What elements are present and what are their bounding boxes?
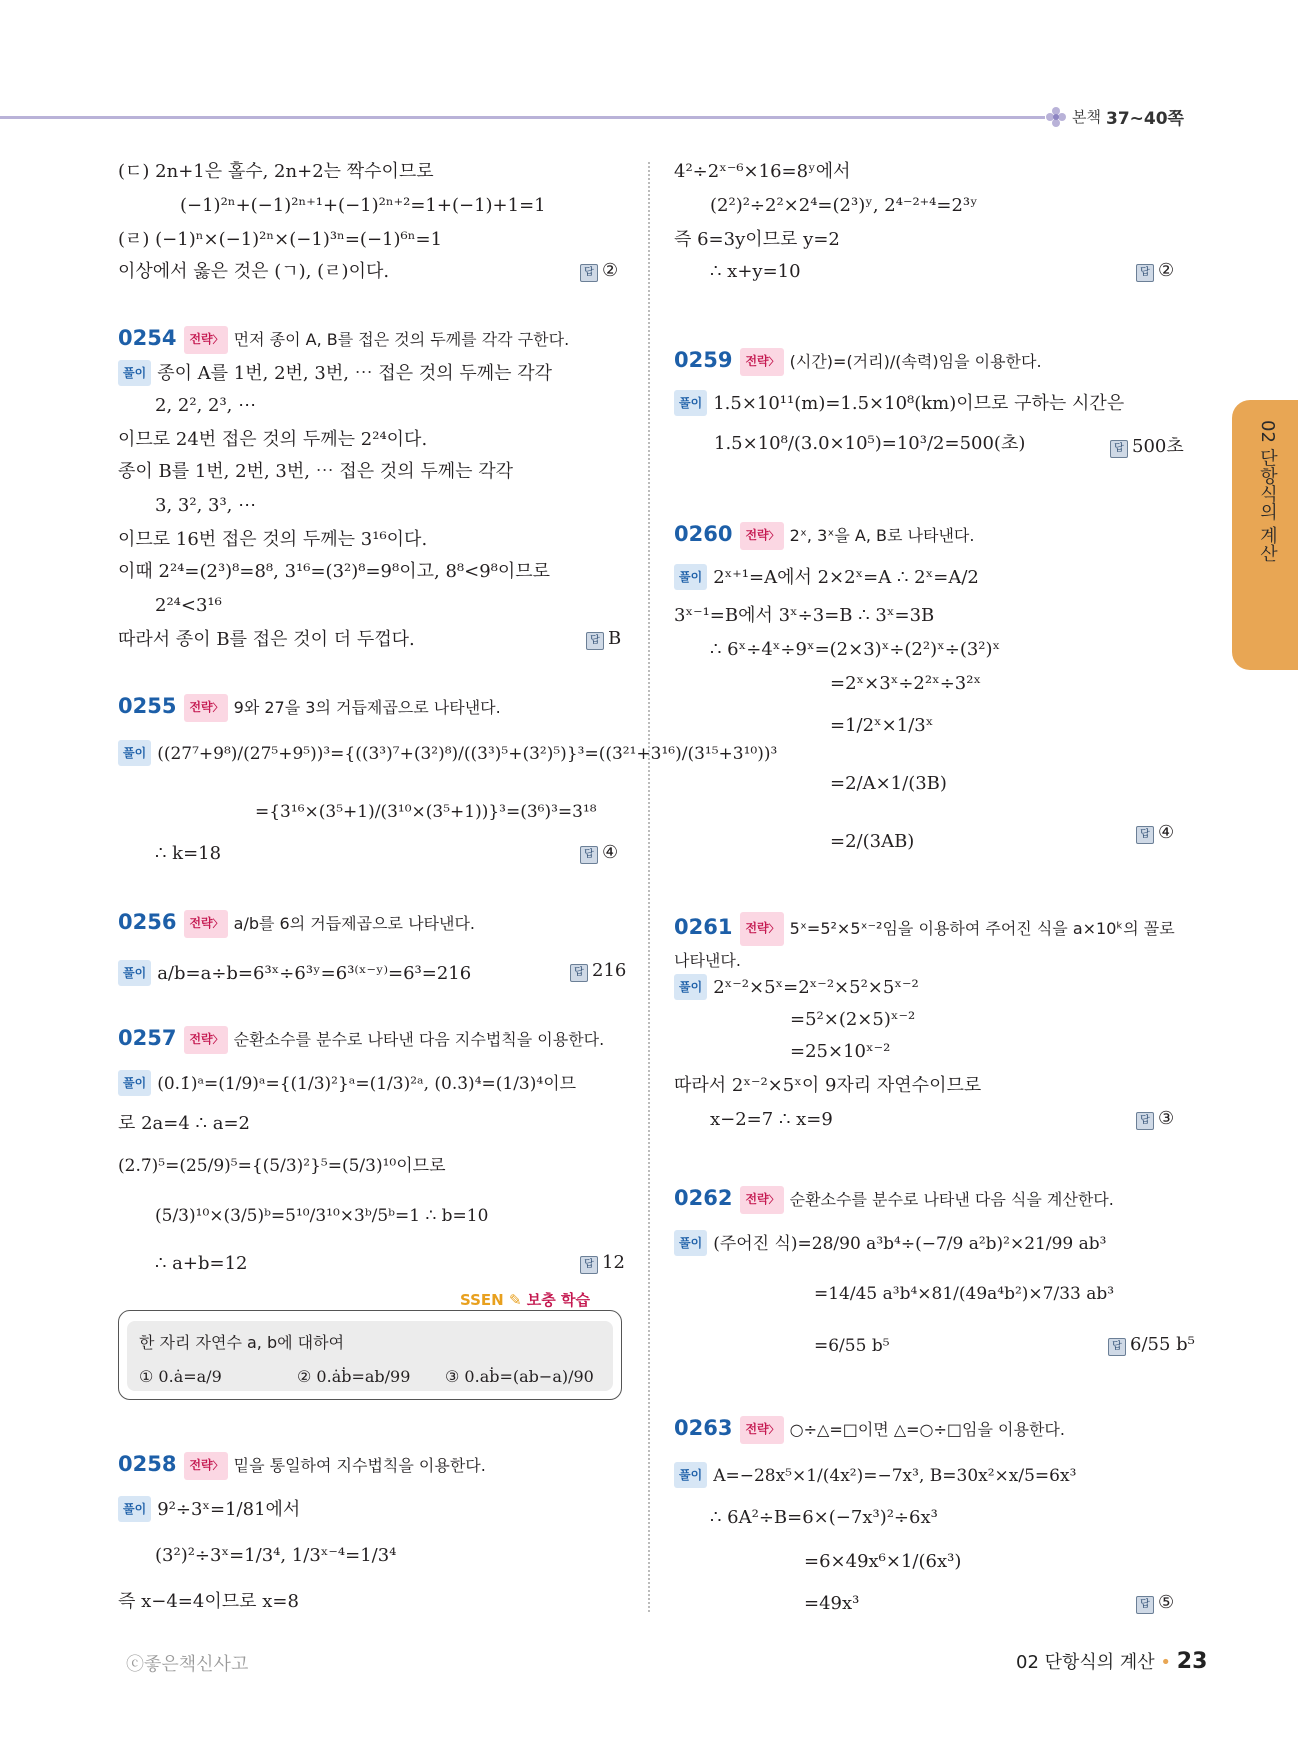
strategy-text: 5ˣ=5²×5ˣ⁻²임을 이용하여 주어진 식을 a×10ᵏ의 꼴로 나타낸다.	[674, 919, 1175, 970]
answer	[586, 628, 621, 650]
solution-line	[118, 740, 777, 766]
strategy-text: 밑을 통일하여 지수법칙을 이용한다.	[233, 1456, 486, 1475]
strategy-tag: 전략 〉	[740, 348, 783, 376]
text-line: (ㄷ) 2n+1은 홀수, 2n+2는 짝수이므로	[118, 161, 434, 182]
text-line: 따라서 2ˣ⁻²×5ˣ이 9자리 자연수이므로	[674, 1075, 982, 1096]
math-line: (2²)²÷2²×2⁴=(2³)ʸ, 2⁴⁻²⁺⁴=2³ʸ	[710, 195, 978, 216]
column-divider	[648, 162, 650, 1612]
answer-value: B	[608, 628, 622, 649]
answer	[1110, 432, 1184, 458]
side-tab-label: 02 단항식의 계산	[1257, 420, 1278, 563]
solution-text: A=−28x⁵×1/(4x²)=−7x³, B=30x²×x/5=6x³	[713, 1466, 1077, 1486]
strategy-tag: 전략 〉	[184, 910, 227, 938]
math-line: =6×49x⁶×1/(6x³)	[804, 1551, 962, 1572]
math-line: (ㄹ) (−1)ⁿ×(−1)²ⁿ×(−1)³ⁿ=(−1)⁶ⁿ=1	[118, 229, 443, 250]
supplement-box	[118, 1310, 622, 1400]
math-line: ∴ x+y=10	[710, 261, 801, 282]
answer	[580, 842, 618, 864]
problem-header	[674, 1186, 1114, 1214]
text-line: 이므로 16번 접은 것의 두께는 3¹⁶이다.	[118, 529, 428, 550]
answer-value: ③	[1158, 1108, 1175, 1129]
header-rule	[0, 116, 1045, 119]
math-line: ∴ a+b=12	[155, 1253, 248, 1274]
footer-publisher: ⓒ좋은책신사고	[126, 1654, 249, 1675]
answer-icon: 답	[1110, 440, 1128, 458]
solution-text: 2ˣ⁺¹=A에서 2×2ˣ=A ∴ 2ˣ=A/2	[713, 567, 979, 588]
solution-text: (0.1̇)ᵃ=(1/9)ᵃ={(1/3)²}ᵃ=(1/3)²ᵃ, (0.3̇)⁴=(1/3)⁴이므	[157, 1074, 577, 1094]
flower-icon	[1045, 106, 1067, 128]
supplement-formula-3: ③ 0.aḃ=(ab−a)/90	[445, 1367, 594, 1386]
answer-icon: 답	[586, 632, 604, 650]
footer-chapter	[1016, 1648, 1207, 1674]
solution-tag: 풀이	[674, 564, 707, 590]
strategy-tag: 전략 〉	[740, 522, 783, 550]
math-line: 1.5×10⁸/(3.0×10⁵)=10³/2=500(초)	[714, 433, 1026, 454]
answer-icon: 답	[1108, 1338, 1126, 1356]
solution-line	[674, 974, 919, 1000]
math-line: (5/3)¹⁰×(3/5)ᵇ=5¹⁰/3¹⁰×3ᵇ/5ᵇ=1 ∴ b=10	[155, 1206, 489, 1226]
page-reference	[1045, 104, 1184, 129]
answer	[1136, 1108, 1174, 1130]
math-line: =6/55 b⁵	[814, 1336, 890, 1356]
answer-value: ④	[1158, 822, 1175, 843]
math-line: =2ˣ×3ˣ÷2²ˣ÷3²ˣ	[830, 673, 982, 694]
solution-tag: 풀이	[118, 1070, 151, 1096]
answer	[1136, 260, 1174, 282]
math-line: =14/45 a³b⁴×81/(49a⁴b²)×7/33 ab³	[814, 1284, 1115, 1304]
text-line: 즉 6=3y이므로 y=2	[674, 229, 840, 250]
solution-line	[674, 390, 1124, 416]
problem-header	[118, 910, 475, 938]
supplement-formula-1: ① 0.ȧ=a/9	[139, 1367, 222, 1386]
solution-line	[674, 1230, 1106, 1256]
answer-icon: 답	[580, 1256, 598, 1274]
solution-text: 1.5×10¹¹(m)=1.5×10⁸(km)이므로 구하는 시간은	[713, 393, 1125, 414]
math-line: 2²⁴<3¹⁶	[155, 595, 222, 616]
ssen-brand: SSEN	[460, 1291, 504, 1309]
math-line: =2/A×1/(3B)	[830, 773, 947, 794]
math-line: x−2=7 ∴ x=9	[710, 1109, 833, 1130]
solution-text: 종이 A를 1번, 2번, 3번, ⋯ 접은 것의 두께는 각각	[157, 363, 553, 384]
strategy-tag: 전략 〉	[740, 1186, 783, 1214]
problem-number: 0254	[118, 326, 177, 350]
math-line: ={3¹⁶×(3⁵+1)/(3¹⁰×(3⁵+1))}³=(3⁶)³=3¹⁸	[255, 802, 597, 822]
strategy-tag: 전략 〉	[184, 1026, 227, 1054]
strategy-tag: 전략 〉	[184, 1452, 227, 1480]
math-line: ∴ 6ˣ÷4ˣ÷9ˣ=(2×3)ˣ÷(2²)ˣ÷(3²)ˣ	[710, 639, 1001, 660]
math-line: (2.7̇)⁵=(25/9)⁵={(5/3)²}⁵=(5/3)¹⁰이므로	[118, 1156, 446, 1176]
solution-tag: 풀이	[674, 974, 707, 1000]
answer-icon: 답	[1136, 1112, 1154, 1130]
strategy-text: 9와 27을 3의 거듭제곱으로 나타낸다.	[233, 698, 501, 717]
problem-header	[674, 1416, 1065, 1444]
solution-text: ((27⁷+9⁸)/(27⁵+9⁵))³={((3³)⁷+(3²)⁸)/((3³)⁵+(3²)⁵)}³=((3²¹+3¹⁶)/(3¹⁵+3¹⁰))³	[157, 744, 778, 764]
math-line: 로 2a=4 ∴ a=2	[118, 1113, 250, 1134]
text-line: 이상에서 옳은 것은 (ㄱ), (ㄹ)이다.	[118, 261, 390, 282]
strategy-text: 순환소수를 분수로 나타낸 다음 식을 계산한다.	[789, 1190, 1114, 1209]
answer-icon: 답	[1136, 826, 1154, 844]
chapter-side-tab	[1232, 400, 1298, 670]
math-line: (−1)²ⁿ+(−1)²ⁿ⁺¹+(−1)²ⁿ⁺²=1+(−1)+1=1	[180, 195, 546, 216]
math-line: =2/(3AB)	[830, 831, 915, 852]
answer-icon: 답	[1136, 264, 1154, 282]
problem-number: 0262	[674, 1186, 733, 1210]
supplement-content	[127, 1321, 613, 1391]
math-line: 3, 3², 3³, ⋯	[155, 495, 257, 516]
answer	[1136, 1592, 1174, 1614]
math-line: (3²)²÷3ˣ=1/3⁴, 1/3ˣ⁻⁴=1/3⁴	[155, 1545, 397, 1566]
answer-icon: 답	[570, 964, 588, 982]
strategy-text: 2ˣ, 3ˣ을 A, B로 나타낸다.	[789, 526, 975, 545]
answer	[570, 960, 626, 982]
supplement-intro: 한 자리 자연수 a, b에 대하여	[139, 1333, 345, 1352]
answer-icon: 답	[1136, 1596, 1154, 1614]
problem-number: 0258	[118, 1452, 177, 1476]
math-line: =5²×(2×5)ˣ⁻²	[790, 1009, 916, 1030]
answer-value: ②	[1158, 260, 1175, 281]
page-number: 23	[1176, 1649, 1208, 1674]
solution-tag: 풀이	[674, 1462, 707, 1488]
answer-icon: 답	[580, 264, 598, 282]
solution-line	[118, 1496, 300, 1522]
answer	[580, 260, 618, 282]
problem-header	[118, 326, 569, 354]
problem-header	[674, 912, 1184, 976]
text-line: 이때 2²⁴=(2³)⁸=8⁸, 3¹⁶=(3²)⁸=9⁸이고, 8⁸<9⁸이므로	[118, 561, 551, 582]
solution-tag: 풀이	[118, 740, 151, 766]
strategy-text: a/b를 6의 거듭제곱으로 나타낸다.	[233, 914, 475, 933]
supplement-formula-2: ② 0.ȧḃ=ab/99	[297, 1367, 411, 1386]
strategy-text: (시간)=(거리)/(속력)임을 이용한다.	[789, 352, 1042, 371]
book-ref-label: 본책	[1072, 108, 1101, 126]
text-line: 즉 x−4=4이므로 x=8	[118, 1591, 299, 1612]
problem-number: 0259	[674, 348, 733, 372]
problem-number: 0256	[118, 910, 177, 934]
solution-line	[118, 960, 471, 986]
answer-value: ④	[602, 842, 619, 863]
solution-tag: 풀이	[118, 960, 151, 986]
solution-tag: 풀이	[674, 1230, 707, 1256]
problem-number: 0261	[674, 915, 733, 939]
strategy-tag: 전략 〉	[184, 326, 227, 354]
text-line: 이므로 24번 접은 것의 두께는 2²⁴이다.	[118, 429, 428, 450]
footer-chapter-title: 02 단항식의 계산	[1016, 1652, 1155, 1673]
math-line: 2, 2², 2³, ⋯	[155, 395, 257, 416]
bullet-icon: •	[1160, 1652, 1172, 1673]
solution-tag: 풀이	[118, 1496, 151, 1522]
solution-tag: 풀이	[118, 360, 151, 386]
strategy-tag: 전략 〉	[740, 912, 783, 946]
supplement-title: 보충 학습	[526, 1291, 590, 1309]
solution-line	[674, 1462, 1076, 1488]
math-line: =49x³	[804, 1593, 860, 1614]
problem-header	[118, 1026, 604, 1054]
math-line: =1/2ˣ×1/3ˣ	[830, 715, 934, 736]
strategy-text: ○÷△=□이면 △=○÷□임을 이용한다.	[789, 1420, 1065, 1439]
math-line: =25×10ˣ⁻²	[790, 1041, 891, 1062]
problem-number: 0260	[674, 522, 733, 546]
math-line: 3ˣ⁻¹=B에서 3ˣ÷3=B ∴ 3ˣ=3B	[674, 605, 935, 626]
answer-value: ②	[602, 260, 619, 281]
solution-text: a/b=a÷b=6³ˣ÷6³ʸ=6³⁽ˣ⁻ʸ⁾=6³=216	[157, 963, 472, 984]
strategy-tag: 전략 〉	[184, 694, 227, 722]
solution-text: 2ˣ⁻²×5ˣ=2ˣ⁻²×5²×5ˣ⁻²	[713, 977, 919, 998]
solution-tag: 풀이	[674, 390, 707, 416]
solution-text: 9²÷3ˣ=1/81에서	[157, 1499, 301, 1520]
strategy-text: 순환소수를 분수로 나타낸 다음 지수법칙을 이용한다.	[233, 1030, 605, 1049]
problem-header	[674, 522, 974, 550]
answer-value: ⑤	[1158, 1592, 1175, 1613]
solution-text: (주어진 식)=28/90 a³b⁴÷(−7/9 a²b)²×21/99 ab³	[713, 1234, 1107, 1254]
pencil-note-icon: ✎	[508, 1291, 522, 1309]
solution-line	[118, 1070, 576, 1096]
problem-number: 0257	[118, 1026, 177, 1050]
book-pages: 37~40쪽	[1105, 109, 1184, 129]
strategy-tag: 전략 〉	[740, 1416, 783, 1444]
answer-value: 12	[602, 1252, 625, 1273]
answer	[1136, 822, 1174, 844]
answer	[580, 1252, 625, 1274]
answer	[1108, 1334, 1195, 1356]
math-line: 4²÷2ˣ⁻⁶×16=8ʸ에서	[674, 161, 851, 182]
answer-icon: 답	[580, 846, 598, 864]
answer-value: 216	[592, 960, 627, 981]
answer-value: 500초	[1132, 436, 1184, 457]
problem-number: 0263	[674, 1416, 733, 1440]
supplement-badge	[460, 1289, 590, 1310]
text-line: 따라서 종이 B를 접은 것이 더 두껍다.	[118, 629, 415, 650]
answer-value: 6/55 b⁵	[1130, 1334, 1195, 1355]
math-line: ∴ k=18	[155, 843, 222, 864]
text-line: 종이 B를 1번, 2번, 3번, ⋯ 접은 것의 두께는 각각	[118, 461, 514, 482]
strategy-text: 먼저 종이 A, B를 접은 것의 두께를 각각 구한다.	[233, 330, 570, 349]
problem-header	[674, 348, 1042, 376]
problem-header	[118, 694, 501, 722]
problem-header	[118, 1452, 486, 1480]
solution-line	[118, 360, 552, 386]
problem-number: 0255	[118, 694, 177, 718]
solution-line	[674, 564, 979, 590]
math-line: ∴ 6A²÷B=6×(−7x³)²÷6x³	[710, 1507, 938, 1528]
